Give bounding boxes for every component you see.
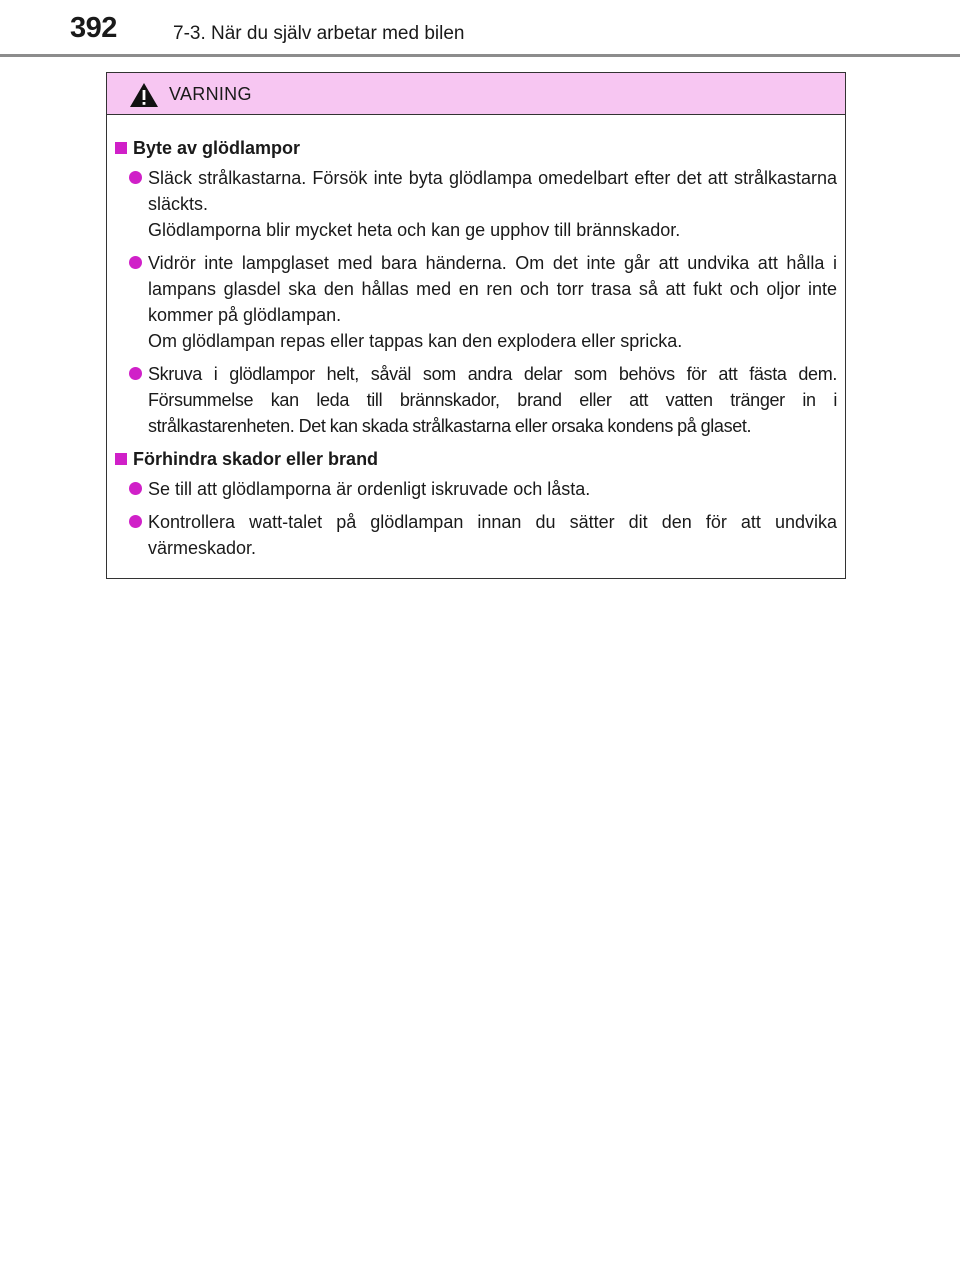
list-item-text: [148, 250, 837, 354]
list-item: [129, 509, 837, 561]
round-bullet-icon: [129, 367, 142, 380]
round-bullet-icon: [129, 171, 142, 184]
square-bullet-icon: [115, 453, 127, 465]
page-number: 392: [70, 12, 117, 44]
list-item-text: [148, 361, 837, 439]
paragraph: Vidrör inte lampglaset med bara händerna. Om det inte går att undvika att hålla i lampans glasdel ska den hållas med en ren och torr trasa så att fukt och oljor inte kommer på glödlampan.: [148, 253, 837, 325]
paragraph: Kontrollera watt-talet på glödlampan innan du sätter dit den för att undvika värmeskador.: [148, 512, 837, 558]
section-heading-text: Förhindra skador eller brand: [133, 449, 379, 469]
paragraph: Släck strålkastarna. Försök inte byta glödlampa omedelbart efter det att strålkastarna släckts.: [148, 168, 837, 214]
round-bullet-icon: [129, 515, 142, 528]
warning-header: [107, 73, 845, 115]
section-heading: [115, 135, 837, 161]
round-bullet-icon: [129, 256, 142, 269]
list-item-text: [148, 509, 837, 561]
warning-box: [106, 72, 846, 579]
section-heading: [115, 446, 837, 472]
list-item: [129, 361, 837, 439]
paragraph: Om glödlampan repas eller tappas kan den explodera eller spricka.: [148, 331, 683, 351]
list-item-text: [148, 165, 837, 243]
square-bullet-icon: [115, 142, 127, 154]
list-item: [129, 476, 837, 502]
round-bullet-icon: [129, 482, 142, 495]
warning-triangle-icon: [129, 82, 159, 108]
paragraph: Skruva i glödlampor helt, såväl som andra delar som behövs för att fästa dem. Försummelse kan leda till brännskador, brand eller att vatten tränger in i strålkastarenheten. Det kan skada strålkastarna eller orsaka kondens på glaset.: [148, 364, 837, 436]
warning-body: [107, 115, 845, 561]
warning-label: VARNING: [169, 84, 252, 104]
paragraph: Se till att glödlamporna är ordenligt iskruvade och låsta.: [148, 479, 591, 499]
header-rule: [0, 54, 960, 57]
paragraph: Glödlamporna blir mycket heta och kan ge upphov till brännskador.: [148, 220, 681, 240]
list-item: [129, 165, 837, 243]
list-item-text: [148, 476, 837, 502]
section-heading-text: Byte av glödlampor: [133, 138, 301, 158]
section-title: 7-3. När du själv arbetar med bilen: [173, 23, 465, 44]
list-item: [129, 250, 837, 354]
